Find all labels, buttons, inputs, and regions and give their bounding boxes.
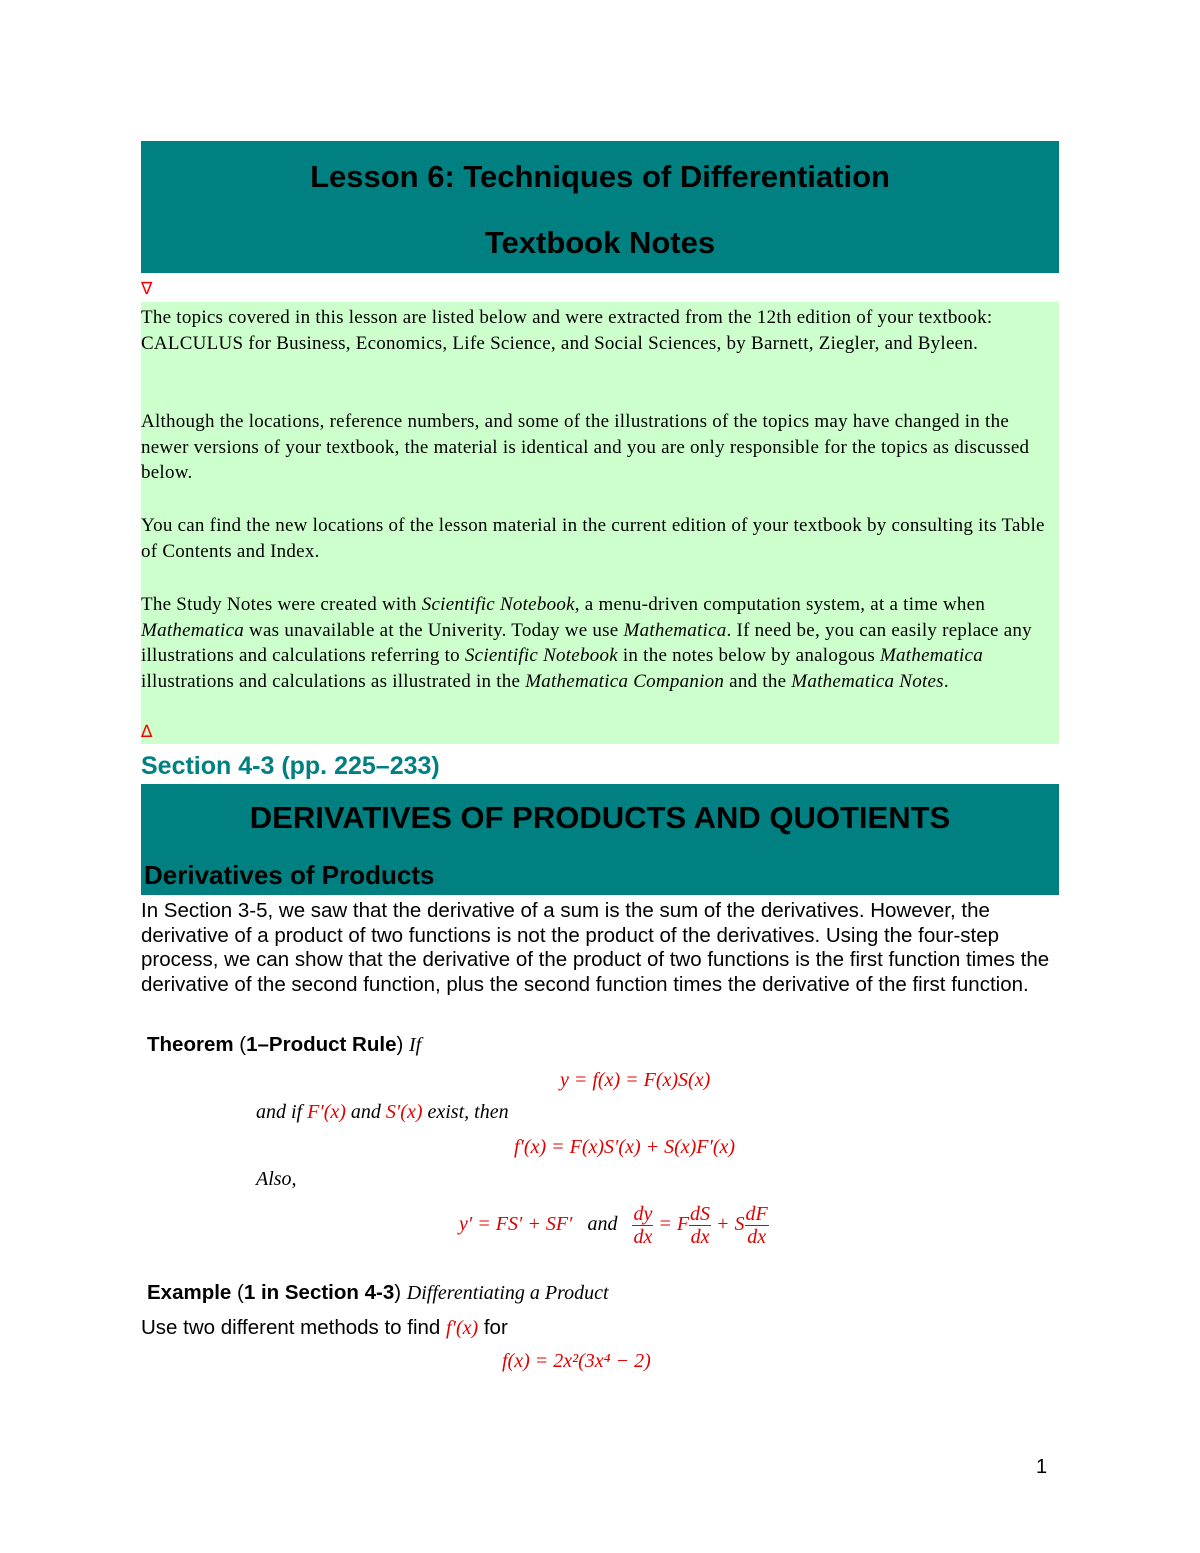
lesson-subtitle: Textbook Notes [484, 225, 716, 260]
lesson-title-banner [141, 141, 1059, 273]
page-number: 1 [1036, 1456, 1048, 1478]
up-triangle-icon: ∆ [141, 722, 153, 742]
example-text: Use two different methods to find f′(x) for [141, 1316, 508, 1339]
theorem-also: Also, [256, 1168, 297, 1190]
section-banner [141, 784, 1059, 895]
theorem-equation-1: y = f(x) = F(x)S(x) [560, 1069, 711, 1091]
theorem-condition: and if F′(x) and S′(x) exist, then [256, 1101, 509, 1123]
section-heading: Section 4-3 (pp. 225–233) [141, 752, 440, 780]
example-label: Example (1 in Section 4-3) Differentiating a Product [147, 1281, 609, 1304]
section-banner-title: DERIVATIVES OF PRODUCTS AND QUOTIENTS [249, 800, 951, 835]
theorem-label: Theorem (1–Product Rule) If [147, 1033, 422, 1056]
down-triangle-icon: ∇ [141, 279, 153, 299]
intro-paragraph-1: The topics covered in this lesson are listed below and were extracted from the 12th edition of your textbook: CALCULUS for Business, Economics, Life Science, and Social Sciences, by Barnett, Ziegler, and Byleen. [141, 307, 993, 354]
theorem-equation-2: f′(x) = F(x)S′(x) + S(x)F′(x) [514, 1136, 736, 1158]
subsection-title: Derivatives of Products [144, 860, 435, 890]
theorem-equation-3: y′ = FS′ + SF′ and $\frac{dy}{dx}$ = F $\frac{dS}{dx}$ + S $\frac{dF}{dx}$ [459, 1203, 768, 1248]
example-equation: f(x) = 2x²(3x⁴ − 2) [502, 1350, 651, 1372]
section-paragraph: In Section 3-5, we saw that the derivative of a sum is the sum of the derivatives. However, the derivative of a product of two functions is not the product of the derivatives. Using the four-step process, we can show that the derivative of the product of two functions is the first function times the derivative of the second function, plus the second function times the derivative of the first function. [141, 899, 1050, 996]
intro-paragraph-4: The Study Notes were created with Scientific Notebook, a menu-driven computation system, at a time when Mathematica was unavailable at the Univerity. Today we use Mathematica. If need be, you can easily replace any illustrations and calculations referring to Scientific Notebook in the notes below by analogous Mathematica illustrations and calculations as illustrated in the Mathematica Companion and the Mathematica Notes. [141, 594, 1032, 692]
intro-paragraph-3: You can find the new locations of the lesson material in the current edition of your textbook by consulting its Table of Contents and Index. [141, 515, 1045, 562]
intro-paragraph-2: Although the locations, reference numbers, and some of the illustrations of the topics may have changed in the newer versions of your textbook, the material is identical and you are only responsible for the topics as discussed below. [141, 411, 1030, 483]
lesson-title: Lesson 6: Techniques of Differentiation [310, 159, 890, 194]
